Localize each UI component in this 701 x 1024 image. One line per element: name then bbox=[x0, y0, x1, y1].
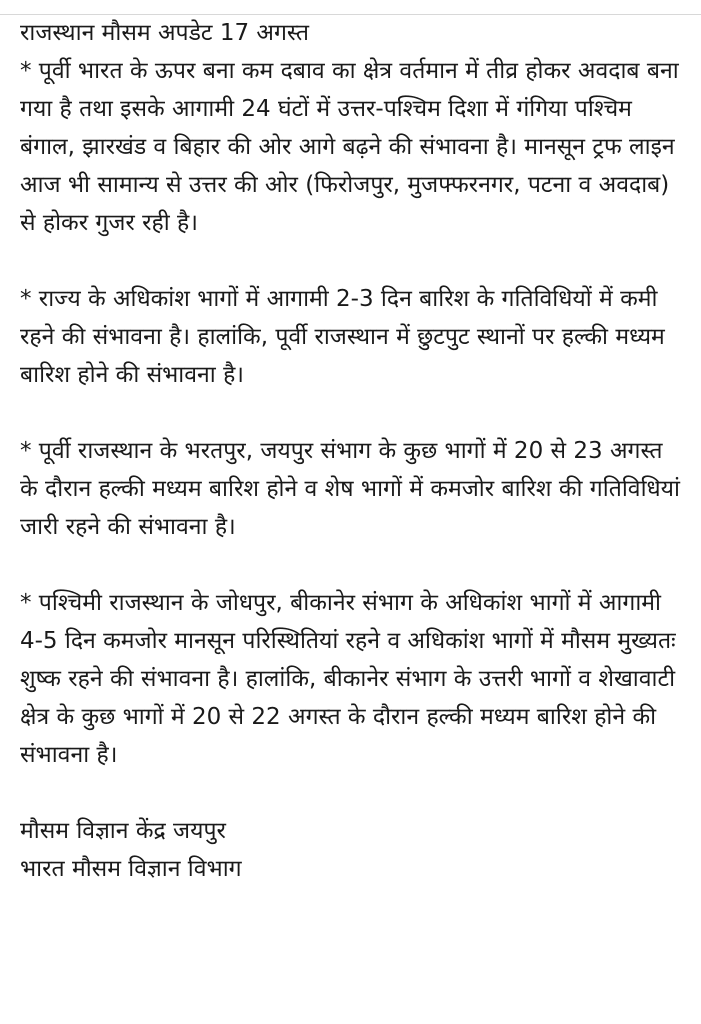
paragraph-spacer bbox=[20, 242, 686, 280]
paragraph-west-rajasthan: * पश्चिमी राजस्थान के जोधपुर, बीकानेर संभाग के अधिकांश भागों में आगामी 4-5 दिन कमजोर मानसून परिस्थितियां रहने व अधिकांश भागों में मौसम मुख्यतः शुष्क रहने की संभावना है। हालांकि, बीकानेर संभाग के उत्तरी भागों व शेखावाटी क्षेत्र के कुछ भागों में 20 से 22 अगस्त के दौरान हल्की मध्यम बारिश होने की संभावना है। bbox=[20, 590, 676, 768]
signature-office: मौसम विज्ञान केंद्र जयपुर bbox=[20, 818, 226, 844]
paragraph-depression-update: * पूर्वी भारत के ऊपर बना कम दबाव का क्षेत्र वर्तमान में तीव्र होकर अवदाब बना गया है तथा इसके आगामी 24 घंटों में उत्तर-पश्चिम दिशा में गंगिया पश्चिम बंगाल, झारखंड व बिहार की ओर आगे बढ़ने की संभावना है। मानसून ट्रफ लाइन आज भी सामान्य से उत्तर की ओर (फिरोजपुर, मुजफ्फरनगर, पटना व अवदाब) से होकर गुजर रही है। bbox=[20, 58, 679, 236]
paragraph-spacer bbox=[20, 774, 686, 812]
paragraph-spacer bbox=[20, 546, 686, 584]
signature-department: भारत मौसम विज्ञान विभाग bbox=[20, 856, 242, 882]
paragraph-state-forecast: * राज्य के अधिकांश भागों में आगामी 2-3 दिन बारिश के गतिविधियों में कमी रहने की संभावना है। हालांकि, पूर्वी राजस्थान में छुटपुट स्थानों पर हल्की मध्यम बारिश होने की संभावना है। bbox=[20, 286, 665, 388]
paragraph-spacer bbox=[20, 394, 686, 432]
message-body bbox=[20, 14, 686, 888]
paragraph-east-rajasthan: * पूर्वी राजस्थान के भरतपुर, जयपुर संभाग के कुछ भागों में 20 से 23 अगस्त के दौरान हल्की मध्यम बारिश होने व शेष भागों में कमजोर बारिश की गतिविधियां जारी रहने की संभावना है। bbox=[20, 438, 680, 540]
page-title: राजस्थान मौसम अपडेट 17 अगस्त bbox=[20, 20, 309, 46]
